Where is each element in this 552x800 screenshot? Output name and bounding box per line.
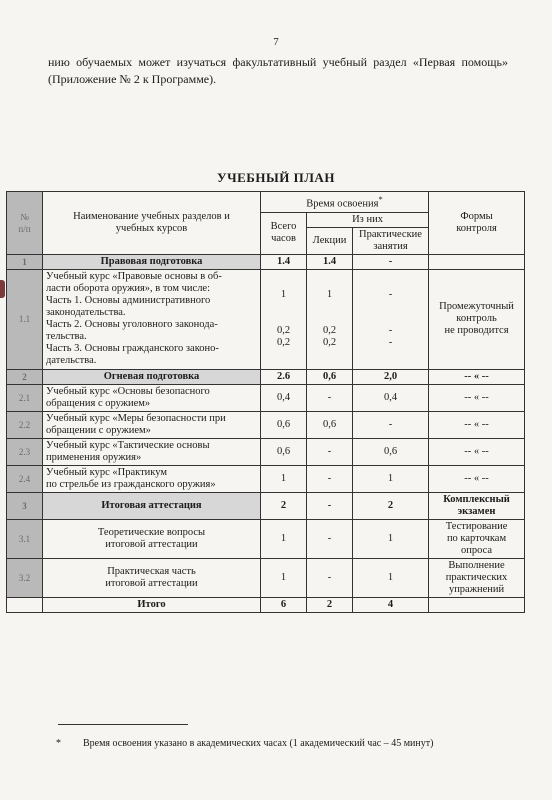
table-row [7, 465, 525, 492]
row-total-hours: 1 0,2 0,2 [261, 269, 307, 369]
section-total-hours: 1.4 [261, 254, 307, 269]
section-row [7, 369, 525, 384]
row-total-hours: 0,6 [261, 438, 307, 465]
table-row [7, 558, 525, 597]
total-control-form [429, 597, 525, 612]
row-name: Учебный курс «Правовые основы в об- ласти оборота оружия», в том числе: Часть 1. Основы административного законодательства. Часть 2. Основы уголовного законода- тельства. Часть 3. Основы гражданского законо- дательства. [43, 269, 261, 369]
section-total-hours: 2 [261, 492, 307, 519]
row-number: 2.3 [7, 438, 43, 465]
section-total-hours: 2.6 [261, 369, 307, 384]
total-label: Итого [43, 597, 261, 612]
section-row [7, 492, 525, 519]
section-control-form [429, 254, 525, 269]
row-lecture-hours: - [307, 465, 353, 492]
section-name: Итоговая аттестация [43, 492, 261, 519]
header-time-mark: * [378, 194, 383, 204]
footnote [56, 738, 536, 749]
curriculum-table [6, 191, 525, 613]
row-name: Теоретические вопросы итоговой аттестации [43, 519, 261, 558]
row-practice-hours: 0,6 [353, 438, 429, 465]
row-control-form: Промежуточный контроль не проводится [429, 269, 525, 369]
row-control-form: -- « -- [429, 438, 525, 465]
row-practice-hours: - [353, 411, 429, 438]
row-total-hours: 0,4 [261, 384, 307, 411]
row-control-form: Выполнение практических упражнений [429, 558, 525, 597]
curriculum-table-body [7, 192, 525, 613]
section-control-form: Комплексный экзамен [429, 492, 525, 519]
row-name: Учебный курс «Меры безопасности при обращении с оружием» [43, 411, 261, 438]
section-number: 3 [7, 492, 43, 519]
table-row [7, 384, 525, 411]
table-row [7, 519, 525, 558]
table-row [7, 438, 525, 465]
header-total: Всего часов [261, 212, 307, 254]
page-number: 7 [273, 36, 279, 48]
section-practice-hours: 2 [353, 492, 429, 519]
total-row [7, 597, 525, 612]
section-lecture-hours: 0,6 [307, 369, 353, 384]
header-lectures: Лекции [307, 227, 353, 254]
row-number: 1.1 [7, 269, 43, 369]
row-number: 2.4 [7, 465, 43, 492]
section-lecture-hours: 1.4 [307, 254, 353, 269]
row-total-hours: 1 [261, 519, 307, 558]
total-lecture-hours: 2 [307, 597, 353, 612]
section-control-form: -- « -- [429, 369, 525, 384]
row-name: Практическая часть итоговой аттестации [43, 558, 261, 597]
footnote-divider [58, 724, 188, 725]
row-name: Учебный курс «Тактические основы применения оружия» [43, 438, 261, 465]
header-name: Наименование учебных разделов и учебных курсов [43, 192, 261, 255]
row-number: 3.1 [7, 519, 43, 558]
row-practice-hours: 0,4 [353, 384, 429, 411]
row-control-form: -- « -- [429, 384, 525, 411]
footnote-mark: * [56, 738, 61, 749]
section-name: Правовая подготовка [43, 254, 261, 269]
section-number: 2 [7, 369, 43, 384]
header-time [261, 192, 429, 213]
section-practice-hours: - [353, 254, 429, 269]
row-total-hours: 1 [261, 465, 307, 492]
plan-title: УЧЕБНЫЙ ПЛАН [217, 170, 335, 185]
row-number: 2.2 [7, 411, 43, 438]
section-lecture-hours: - [307, 492, 353, 519]
row-lecture-hours: 1 0,2 0,2 [307, 269, 353, 369]
header-forms: Формы контроля [429, 192, 525, 255]
table-header-row [7, 192, 525, 213]
intro-paragraph: нию обучаемых может изучаться факультативный учебный раздел «Первая помощь» (Приложение № 2 к Программе). [48, 55, 508, 86]
table-row [7, 411, 525, 438]
section-name: Огневая подготовка [43, 369, 261, 384]
row-control-form: -- « -- [429, 411, 525, 438]
binding-mark [0, 280, 5, 298]
row-name: Учебный курс «Практикум по стрельбе из гражданского оружия» [43, 465, 261, 492]
header-time-label: Время освоения [306, 198, 379, 210]
row-number: 2.1 [7, 384, 43, 411]
row-lecture-hours: - [307, 438, 353, 465]
total-practice-hours: 4 [353, 597, 429, 612]
section-row [7, 254, 525, 269]
row-practice-hours: 1 [353, 558, 429, 597]
section-practice-hours: 2,0 [353, 369, 429, 384]
row-lecture-hours: 0,6 [307, 411, 353, 438]
row-control-form: -- « -- [429, 465, 525, 492]
row-total-hours: 0,6 [261, 411, 307, 438]
header-number: № п/п [7, 192, 43, 255]
row-total-hours: 1 [261, 558, 307, 597]
row-name: Учебный курс «Основы безопасного обращения с оружием» [43, 384, 261, 411]
table-row [7, 269, 525, 369]
row-practice-hours: 1 [353, 465, 429, 492]
row-number: 3.2 [7, 558, 43, 597]
row-lecture-hours: - [307, 384, 353, 411]
total-hours: 6 [261, 597, 307, 612]
row-control-form: Тестирование по карточкам опроса [429, 519, 525, 558]
section-number: 1 [7, 254, 43, 269]
header-of-them: Из них [307, 212, 429, 227]
total-number-cell [7, 597, 43, 612]
row-practice-hours: 1 [353, 519, 429, 558]
row-practice-hours: - - - [353, 269, 429, 369]
header-practice: Практические занятия [353, 227, 429, 254]
row-lecture-hours: - [307, 519, 353, 558]
row-lecture-hours: - [307, 558, 353, 597]
footnote-text: Время освоения указано в академических часах (1 академический час – 45 минут) [83, 738, 434, 749]
